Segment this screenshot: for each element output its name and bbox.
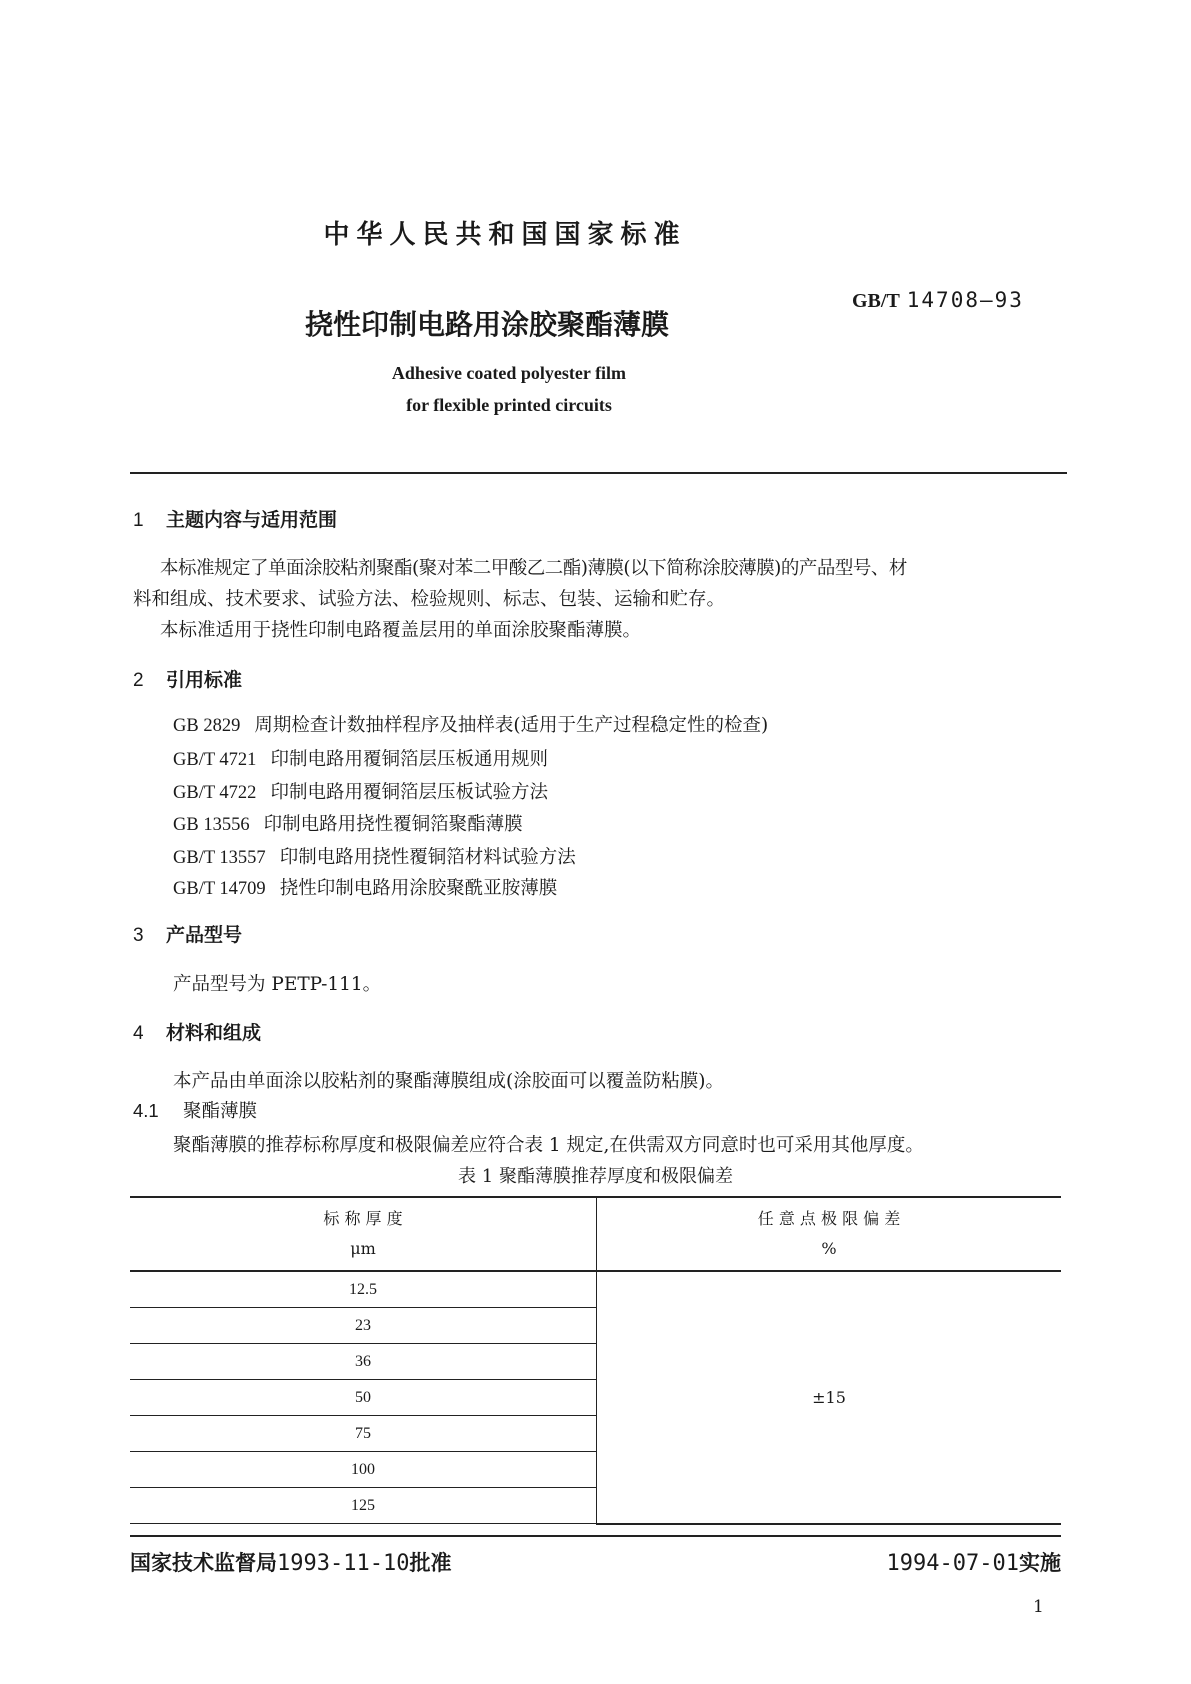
header-divider [130, 472, 1067, 474]
section-title: 聚酯薄膜 [183, 1101, 258, 1122]
table-row [130, 1271, 1061, 1308]
section-title: 材料和组成 [166, 1022, 262, 1044]
reference-item [173, 745, 548, 771]
thickness-cell: 75 [130, 1416, 597, 1452]
reference-title: 印制电路用挠性覆铜箔材料试验方法 [279, 847, 576, 868]
thickness-table [130, 1196, 1061, 1525]
reference-title: 印制电路用挠性覆铜箔聚酯薄膜 [263, 814, 523, 835]
table-caption: 表 1 聚酯薄膜推荐厚度和极限偏差 [458, 1166, 733, 1187]
section-number: 2 [133, 670, 144, 691]
effective-info [887, 1547, 1061, 1577]
section-4-1-para: 聚酯薄膜的推荐标称厚度和极限偏差应符合表 1 规定,在供需双方同意时也可采用其他厚度。 [173, 1135, 924, 1156]
section-4-heading [133, 1018, 261, 1045]
reference-code: GB/T 4722 [173, 783, 257, 803]
document-title-en-1: Adhesive coated polyester film [391, 363, 627, 383]
standard-code: 14708—93 [906, 288, 1024, 312]
reference-code: GB/T 14709 [173, 879, 266, 899]
reference-title: 印制电路用覆铜箔层压板试验方法 [270, 782, 548, 803]
reference-title: 印制电路用覆铜箔层压板通用规则 [270, 749, 548, 770]
reference-code: GB 2829 [173, 716, 241, 736]
section-title: 主题内容与适用范围 [166, 509, 338, 531]
section-number: 4 [133, 1023, 144, 1044]
section-4-1-heading [133, 1097, 257, 1123]
standard-prefix: GB/T [852, 290, 900, 312]
page-number: 1 [1033, 1597, 1044, 1617]
reference-code: GB/T 4721 [173, 750, 257, 770]
col-header-thickness [130, 1197, 597, 1271]
reference-title: 挠性印制电路用涂胶聚酰亚胺薄膜 [279, 878, 558, 899]
section-4-para: 本产品由单面涂以胶粘剂的聚酯薄膜组成(涂胶面可以覆盖防粘膜)。 [173, 1071, 724, 1092]
thickness-cell: 100 [130, 1452, 597, 1488]
section-1-heading [133, 505, 337, 532]
document-title-en-2: for flexible printed circuits [406, 395, 612, 415]
section-1-para-1-line-2: 料和组成、技术要求、试验方法、检验规则、标志、包装、运输和贮存。 [133, 589, 726, 610]
reference-title: 周期检查计数抽样程序及抽样表(适用于生产过程稳定性的检查) [254, 715, 769, 736]
thickness-cell: 23 [130, 1308, 597, 1344]
section-3-para: 产品型号为 PETP-111。 [173, 974, 382, 995]
reference-item [173, 778, 548, 804]
thickness-cell: 36 [130, 1344, 597, 1380]
approval-info [130, 1547, 451, 1577]
national-standard-heading: 中华人民共和国国家标准 [323, 220, 687, 250]
header-label: 任 意 点 极 限 偏 差 [757, 1209, 901, 1228]
section-1-para-2: 本标准适用于挠性印制电路覆盖层用的单面涂胶聚酯薄膜。 [160, 620, 642, 641]
header-unit: μm [350, 1239, 376, 1258]
reference-item [173, 843, 576, 869]
approval-date: 1993-11-10 [277, 1551, 410, 1576]
header-unit: % [821, 1239, 837, 1258]
document-title-cn: 挠性印制电路用涂胶聚酯薄膜 [305, 308, 670, 341]
section-number: 4.1 [133, 1100, 159, 1121]
section-number: 1 [133, 510, 144, 531]
section-title: 引用标准 [166, 669, 243, 691]
standard-number [852, 288, 1024, 313]
header-label: 标 称 厚 度 [323, 1209, 403, 1228]
reference-code: GB/T 13557 [173, 848, 266, 868]
section-3-heading [133, 920, 242, 947]
effective-date: 1994-07-01 [886, 1551, 1019, 1576]
approval-suffix: 批准 [409, 1551, 452, 1575]
section-2-heading [133, 665, 242, 692]
thickness-cell: 50 [130, 1380, 597, 1416]
reference-code: GB 13556 [173, 815, 250, 835]
reference-item [173, 711, 768, 737]
col-header-tolerance [597, 1197, 1062, 1271]
tolerance-cell: ±15 [597, 1271, 1062, 1524]
approval-org: 国家技术监督局 [130, 1551, 277, 1575]
section-title: 产品型号 [166, 924, 243, 946]
thickness-cell: 125 [130, 1488, 597, 1524]
section-1-para-1-line-1: 本标准规定了单面涂胶粘剂聚酯(聚对苯二甲酸乙二酯)薄膜(以下简称涂胶薄膜)的产品型号、材 [160, 558, 907, 579]
effective-suffix: 实施 [1019, 1551, 1061, 1575]
footer-divider [130, 1535, 1061, 1537]
reference-item [173, 874, 557, 900]
section-number: 3 [133, 925, 144, 946]
thickness-cell: 12.5 [130, 1271, 597, 1308]
reference-item [173, 810, 523, 836]
